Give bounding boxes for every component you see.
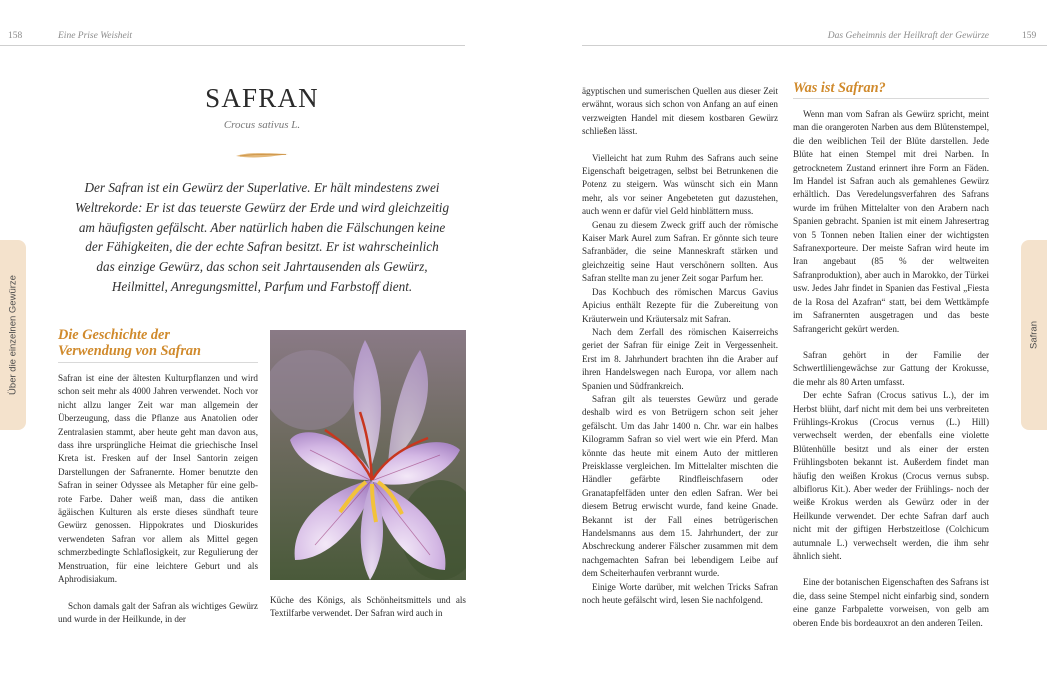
body-paragraph: Einige Worte darüber, mit welchen Tricks Safran noch heute gefälscht wird, lesen Sie nachfolgend. [582,581,778,606]
intro-line: Heilmittel, Anregungsmittel, Parfum und Farbstoff dient. [111,278,413,294]
intro-line: am häufigsten gefälscht. Aber natürlich haben die Fälschungen keine [78,219,446,235]
intro-paragraph [60,178,464,297]
right-side-tab-label: Safran [1028,321,1040,349]
section-heading-line: Die Geschichte der [58,327,170,343]
body-paragraph: Safran gehört in der Familie der Schwertliliengewächse zur Gattung der Krokusse, die mehr als 80 Arten umfasst. [793,349,989,387]
left-running-head: Eine Prise Weisheit [58,31,133,41]
body-paragraph: Wenn man vom Safran als Gewürz spricht, meint man die orangeroten Narben aus dem Blütenstempel, die den weiblichen Teil der Blüte darstellen. Jede Blüte hat einen Stempel mit drei Narben. In getrocknetem Zustand erinnert ihre Form an Fäden. Im Handel ist Safran auch als gemahlenes Gewürz erhältlich. Das Veredelungsverfahren des Safrans wurde im frühen Mittelalter von den Arabern nach Spanien gebracht. Spanien ist mit einem Jahresertrag von 5 Tonnen neben Italien einer der wichtigsten Safranexporteure. Der meiste Safran wird heute im Iran angebaut (85 % der weltweiten Safranproduktion), aber auch in Marokko, der Türkei usw. Jedes Jahr findet in Spanien das Festival „Fiesta de la Rosa del Azafran“ statt, bei dem Wettkämpfe im Safranernten ausgetragen und das beste Safrangericht gekürt werden. [793,109,989,334]
left-header-rule [0,45,465,46]
right-column-1 [582,85,778,607]
body-paragraph: Vielleicht hat zum Ruhm des Safrans auch seine Eigenschaft beigetragen, selbst bei Betrunkenen die Potenz zu steigern. Was wünscht sich ein Mann mehr, als vor seiner Angebeteten gut dazustehen, auch wenn er dafür viel Geld hinblättern muss. [582,152,778,217]
body-paragraph: Eine der botanischen Eigenschaften des Safrans ist die, dass seine Stempel nicht einfarbig sind, sondern eine ganze Farbpalette vorweisen, von gelb am oberen Ende bis bordeauxrot an den anderen Teilen. [793,577,989,628]
intro-line: das einzige Gewürz, das schon seit Jahrtausenden als Gewürz, [96,259,428,275]
page-title: SAFRAN [205,83,319,113]
left-column-1 [58,372,258,626]
body-paragraph: Nach dem Zerfall des römischen Kaiserreichs geriet der Safran für einige Zeit in Vergessenheit. Erst im 8. Jahrhundert brachten ihn die Araber auf ihren Handelswegen nach Europa, vor allem nach Spanien und Südfrankreich. [582,326,778,391]
section-heading-rule [793,98,989,99]
body-paragraph: Genau zu diesem Zweck griff auch der römische Kaiser Mark Aurel zum Safran. Er gönnte sich teure Safranbäder, die seine Manneskraft stärken und gleichzeitig seine Haut verschönern sollten. Aus Safran stellte man zu jener Zeit sogar Parfum her. [582,219,778,284]
saffron-crocus-photo [270,330,466,580]
section-heading-history [58,327,258,359]
body-paragraph: Das Kochbuch des römischen Marcus Gavius Apicius enthält Rezepte für die Zubereitung von Kräuterwein und Kräutersalz mit Safran. [582,286,778,324]
intro-line: Der Safran ist ein Gewürz der Superlative. Er hält mindestens zwei [84,180,440,195]
intro-line: der Fähigkeiten, die der echte Safran besitzt. Er ist wahrscheinlich [85,239,439,255]
left-column-2-bottom [270,594,466,621]
section-heading-line: Verwendung von Safran [58,343,202,359]
section-heading-rule [58,362,258,363]
body-paragraph: Safran gilt als teuerstes Gewürz und gerade deshalb wird es von Betrügern schon seit jeher gefälscht. Um das Jahr 1400 n. Chr. war ein halbes Kilogramm Safran so viel wert wie ein Pferd. Man könnte das heute mit einem Auto der mittleren Preisklasse vergleichen. Im Mittelalter mischten die Händler gefärbte Rindfleischfasern oder Granatapfelfäden unter den edlen Safran. Wer bei diesem Betrug erwischt wurde, fand keine Gnade. Bekannt ist der Fall eines betrügerischen Handelsmanns aus dem 15. Jahrhundert, der zur Abschreckung anderer Fälscher zusammen mit dem nachgemachten Safran bei lebendigem Leibe auf dem Scheiterhaufen verbrannt wurde. [582,393,778,579]
body-paragraph: Safran ist eine der ältesten Kulturpflanzen und wird schon seit mehr als 4000 Jahren verwendet. Noch vor nicht allzu langer Zeit war man allgemein der Überzeugung, dass die Pflanze aus Anatolien oder Zentralasien stammt, aber heute geht man davon aus, dass ihre ursprüngliche Heimat die griechische Insel Kreta ist. Fresken auf der Insel Santorin zeigen Darstellungen der Safranernte. Homer benutzte den Safran in seiner Odyssee als Metapher für eine gelb-rote Farbe. Daher weiß man, dass die antiken ägäischen Kulturen als erste dieses sündhaft teure Gewürz genossen. Hippokrates und Dioskurides verwendeten Safran vor allem als Mittel gegen schmerzbedingte Schlaflosigkeit, zur Regulierung der Menstruation, für eine leichtere Geburt und als Aphrodisiakum. [58,373,258,585]
intro-line: Weltrekorde: Er ist das teuerste Gewürz der Erde und wird gleichzeitig [74,199,450,215]
right-page-number: 159 [1022,31,1037,41]
body-paragraph: ägyptischen und sumerischen Quellen aus dieser Zeit erwähnt, woraus sich schon von Anfang an auf einen verzweigten Handel mit diesem kostbaren Gewürz schließen lässt. [582,86,778,137]
latin-name: Crocus sativus L. [223,119,301,131]
right-header-rule [582,45,1047,46]
right-column-2 [793,108,989,630]
body-paragraph: Schon damals galt der Safran als wichtiges Gewürz und wurde in der Heilkunde, in der [58,600,258,624]
left-side-tab-label: Über die einzelnen Gewürze [7,275,19,395]
right-running-head: Das Geheimnis der Heilkraft der Gewürze [827,31,989,41]
left-page-number: 158 [8,31,23,41]
body-paragraph: Küche des Königs, als Schönheitsmittels und als Textilfarbe verwendet. Der Safran wird auch in [270,595,466,619]
section-heading-what-is-saffron: Was ist Safran? [793,80,886,96]
saffron-thread-ornament [234,150,290,160]
body-paragraph: Der echte Safran (Crocus sativus L.), der im Herbst blüht, darf nicht mit dem bei uns verbreiteten Frühlings-Krokus (Crocus vernus (L.) Hill) verwechselt werden, der ebenfalls eine violette Blütenhülle besitzt und als einer der ersten Frühlingsboten bekannt ist. Außerdem findet man häufig den weißen Krokus (Crocus vernus subsp. albiflorus Kit.). Aber weder der Frühlings- noch der weiße Krokus werden als Gewürz oder in der Heilkunde verwendet. Der echte Safran darf auch nicht mit der giftigen Herbstzeitlose (Colchicum autumnale L.) verwechselt werden, die ihm sehr ähnlich sieht. [793,390,989,561]
